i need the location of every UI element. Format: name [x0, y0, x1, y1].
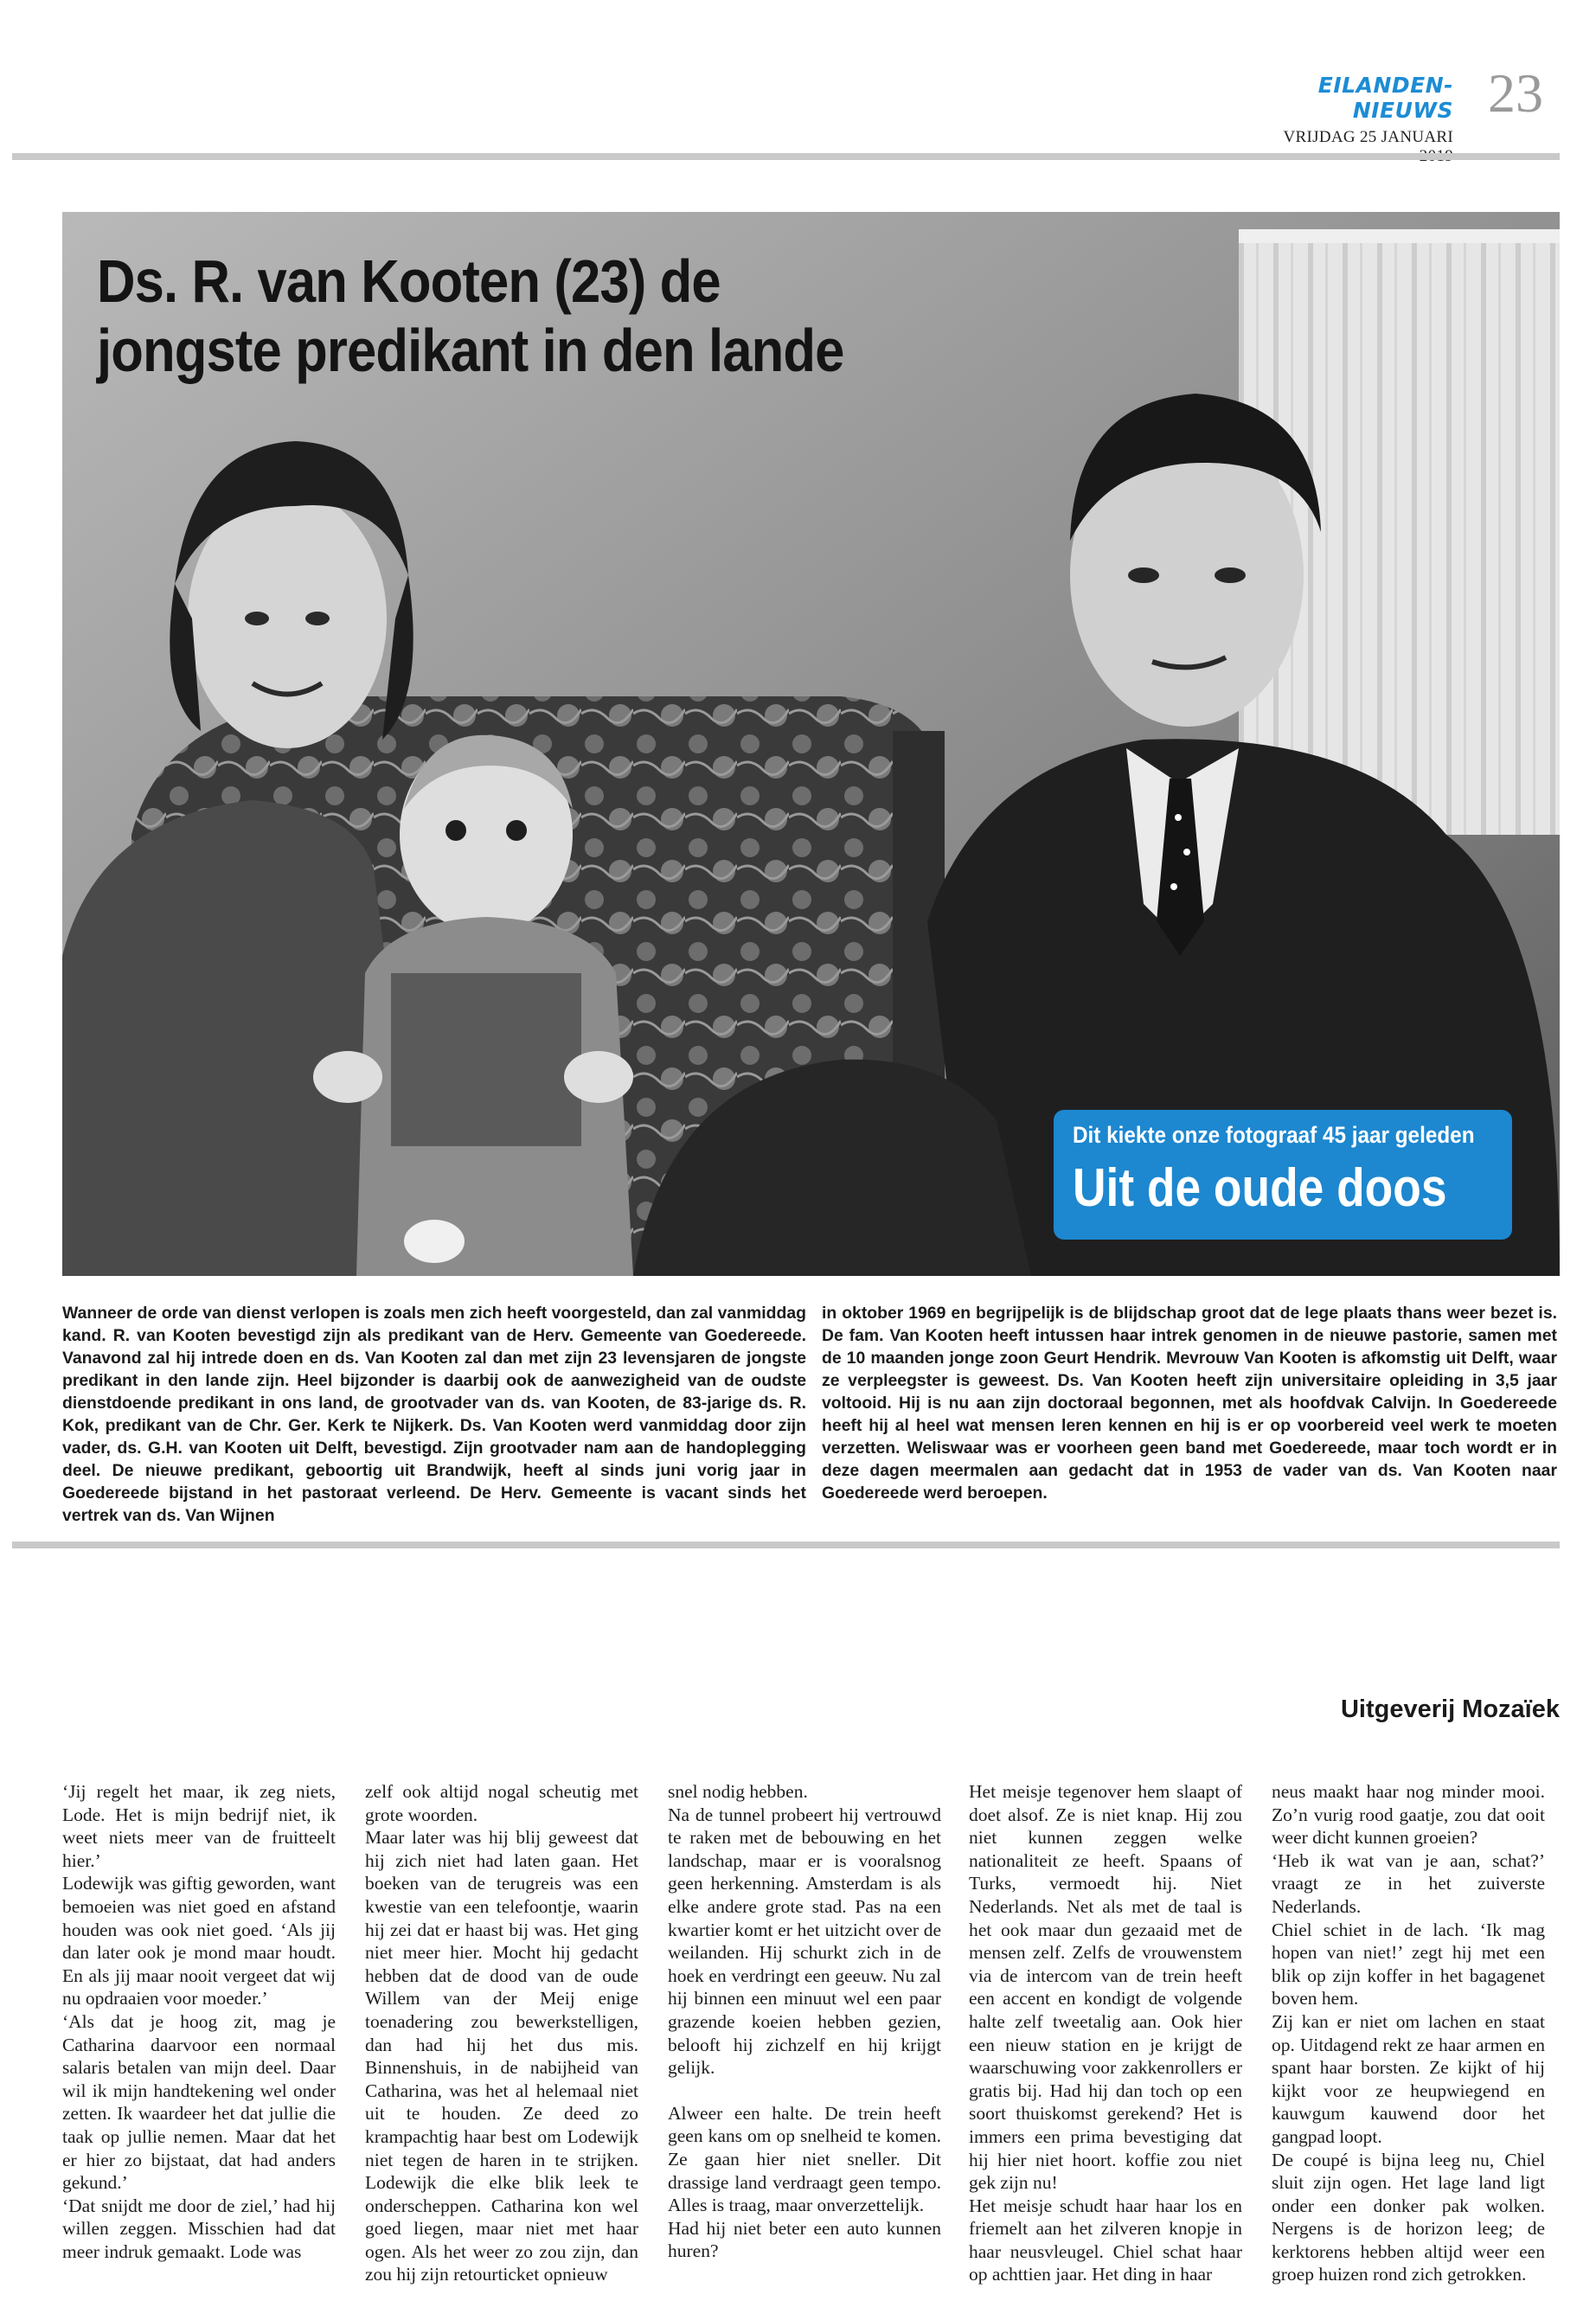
paragraph: ‘Als dat je hoog zit, mag je Catharina daarvoor een normaal salaris betalen van mijn deel. Daar wil ik mijn handtekening wel onder zetten. Ik waardeer het dat jullie die taak op jullie nemen. Maar dat het er hier zo bijstaat, dat had anders gekund.’	[62, 2010, 336, 2194]
paragraph: Het meisje tegenover hem slaapt of doet alsof. Ze is niet knap. Hij zou niet kunnen zeggen welke nationaliteit ze heeft. Spaans of Turks, vermoedt hij. Niet Nederlands. Net als met de taal is het ook maar dun gezaaid met de mensen zelf. Zelfs de vrouwenstem via de intercom van de trein heeft een accent en kondigt de volgende halte zelf tweetalig aan. Ook hier een nieuw station en je krijgt de waarschuwing voor zakkenrollers er gratis bij. Had hij dan toch op een soort thuiskomst gerekend? Het is immers een prima bevestiging dat hij hier niet hoort. koffie zou niet gek zijn nu!	[969, 1781, 1242, 2194]
paragraph: Maar later was hij blij geweest dat hij zich niet had laten gaan. Het boeken van de terugreis was een kwestie van een telefoontje, waarin hij zei dat er haast bij was. Het ging niet meer hier. Mocht hij gedacht hebben dat de dood van de oude Willem van der Meij enige toenadering zou bewerkstelligen, dan had hij het dus mis. Binnenshuis, in de nabijheid van Catharina, was het al helemaal niet uit te houden. Ze deed zo krampachtig haar best om Lodewijk niet tegen de haren in te strijken. Lodewijk die elke blik leek te onderscheppen. Catharina kon wel goed liegen, maar niet met haar ogen. Als het weer zo zou zijn, dan zou hij zijn retourticket opnieuw	[365, 1827, 638, 2285]
paragraph: zelf ook altijd nogal scheutig met grote woorden.	[365, 1781, 638, 1825]
divider-middle	[12, 1541, 1560, 1548]
paragraph: Had hij niet beter een auto kunnen huren?	[668, 2217, 941, 2262]
paragraph: Het meisje schudt haar haar los en friemelt aan het zilveren knopje in haar neusvleugel. Chiel schat haar op achttien jaar. Het ding in haar	[969, 2195, 1242, 2285]
article-column-2: in oktober 1969 en begrijpelijk is de blijdschap groot dat de lege plaats thans weer bezet is. De fam. Van Kooten heeft intussen haar intrek genomen in de nieuwe pastorie, samen met de 10 maanden jonge zoon Geurt Hendrik. Mevrouw Van Kooten is afkomstig uit Delft, waar ze verpleegster is geweest. Ds. Van Kooten heeft zijn universitaire opleiding in 3,5 jaar voltooid. Hij is nu aan zijn doctoraal begonnen, met als hoofdvak Calvijn. In Goedereede heeft hij al heel wat mensen leren kennen en hij is er op voorbereid veel werk te moeten verzetten. Weliswaar was er voorheen geen band met Goedereede, maar toch wordt er in deze dagen meermalen aan gedacht dat in 1953 de vader van ds. Van Kooten naar Goedereede werd beroepen.	[822, 1304, 1557, 1503]
paragraph: Lodewijk was giftig geworden, want bemoeien was niet goed en afstand houden was ook niet goed. ‘Als jij dan later ook je mond maar houdt. En als jij maar nooit vergeet dat wij nu opdraaien voor moeder.’	[62, 1873, 336, 2009]
serial-column-4	[969, 1780, 1242, 2286]
masthead	[1246, 73, 1453, 146]
issue-date: VRIJDAG 25 JANUARI	[1283, 128, 1453, 146]
article-column-1: Wanneer de orde van dienst verlopen is zoals men zich heeft voorgesteld, dan zal vanmiddag kand. R. van Kooten bevestigd zijn als predikant van de Herv. Gemeente van Goedereede. Vanavond zal hij intrede doen en ds. Van Kooten zal dan met zijn 23 levensjaren de jongste predikant in den lande zijn. Heel bijzonder is daarbij ook de aanwezigheid van de oudste dienstdoende predikant in ons land, de grootvader van ds. van Kooten, de 83-jarige ds. R. Kok, predikant van de Chr. Ger. Kerk te Nijkerk. Ds. Van Kooten werd vanmiddag door zijn vader, ds. G.H. van Kooten uit Delft, bevestigd. Zijn grootvader nam aan de handoplegging deel. De nieuwe predikant, geboortig uit Brandwijk, heeft al sinds juni vorig jaar in Goedereede bijstand in het pastoraat verleend. De Herv. Gemeente is vacant sinds het vertrek van ds. Van Wijnen	[62, 1304, 806, 1525]
page-number: 23	[1488, 62, 1543, 124]
paragraph: ‘Heb ik wat van je aan, schat?’ vraagt ze in het zuiverste Nederlands.	[1272, 1849, 1545, 1917]
paragraph: Zij kan er niet om lachen en staat op. Uitdagend rekt ze haar armen en spant haar borsten. Ze kijkt of hij kijkt voor ze heupwiegend en kauwgum kauwend door het gangpad loopt.	[1272, 2010, 1545, 2147]
paragraph: Alweer een halte. De trein heeft geen kans om op snelheid te komen. Ze gaan hier niet sneller. Dit drassige land verdraagt geen tempo. Alles is traag, maar onverzettelijk.	[668, 2102, 941, 2216]
family-photo	[62, 212, 1560, 1276]
serial-column-2	[365, 1780, 638, 2286]
publisher-credit: Uitgeverij Mozaïek	[1340, 1695, 1560, 1723]
paragraph: De coupé is bijna leeg nu, Chiel sluit zijn ogen. Het lage land ligt onder een donker pak wolken. Nergens is de horizon leeg; de kerktorens hebben altijd weer een groep huizen rond zich getrokken.	[1272, 2149, 1545, 2285]
headline-line-2: jongste predikant in den lande	[97, 317, 844, 384]
paragraph: ‘Jij regelt het maar, ik zeg niets, Lode. Het is mijn bedrijf niet, ik weet niets meer van de fruitteelt hier.’	[62, 1781, 336, 1871]
serial-column-1	[62, 1780, 336, 2263]
section-callout	[1054, 1110, 1512, 1240]
serial-column-3	[668, 1780, 941, 2263]
paragraph: snel nodig hebben.	[668, 1781, 808, 1802]
divider-top	[12, 153, 1560, 160]
paragraph: Chiel schiet in de lach. ‘Ik mag hopen van niet!’ zegt hij met een blik op zijn koffer in het bagagenet boven hem.	[1272, 1919, 1545, 2009]
paragraph: neus maakt haar nog minder mooi. Zo’n vurig rood gaatje, zou dat ooit weer dicht kunnen groeien?	[1272, 1781, 1545, 1849]
callout-title: Uit de oude doos	[1073, 1158, 1447, 1218]
headline-line-1: Ds. R. van Kooten (23) de	[97, 247, 721, 315]
paragraph: ‘Dat snijdt me door de ziel,’ had hij willen zeggen. Misschien had dat meer indruk gemaakt. Lode was	[62, 2195, 336, 2262]
serial-column-5	[1272, 1780, 1545, 2286]
paragraph: Na de tunnel probeert hij vertrouwd te raken met de bebouwing en het landschap, maar er is vooralsnog geen herkenning. Amsterdam is als elke andere grote stad. Pas na een kwartier komt er het uitzicht over de weilanden. Hij schurkt zich in de hoek en verdringt een geeuw. Nu zal hij binnen een minuut wel een paar grazende koeien hebben gezien, belooft hij zichzelf en hij krijgt gelijk.	[668, 1804, 941, 2079]
callout-kicker: Dit kiekte onze fotograaf 45 jaar geleden	[1073, 1122, 1475, 1148]
newspaper-name: EILANDEN-NIEUWS	[1317, 73, 1453, 123]
headline	[97, 247, 919, 385]
